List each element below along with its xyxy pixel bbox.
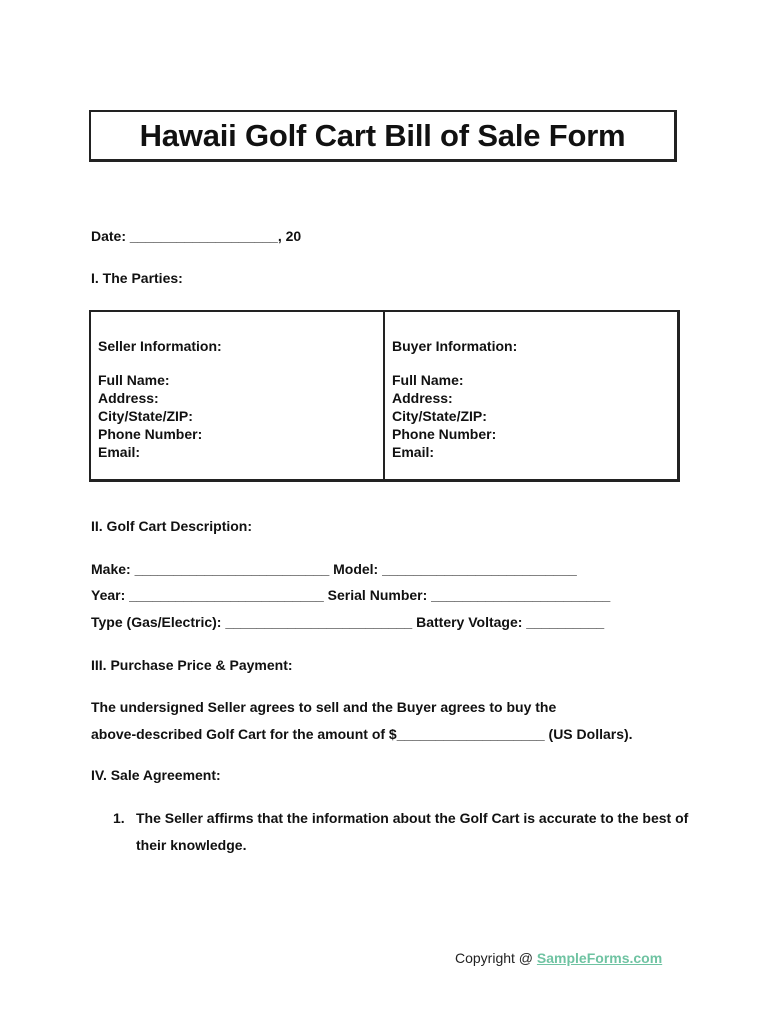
seller-address-label: Address: — [98, 390, 159, 406]
year-serial-line: Year: _________________________ Serial Number: _______________________ — [91, 587, 611, 603]
seller-email-label: Email: — [98, 444, 141, 460]
title-box — [89, 110, 677, 162]
list-number: 1. — [113, 810, 125, 826]
brand-link[interactable]: SampleForms.com — [536, 950, 663, 966]
price-text-line-2: above-described Golf Cart for the amount of $___________________ (US Dollars). — [91, 726, 633, 742]
section-parties-heading: I. The Parties: — [91, 270, 183, 286]
copyright-text: Copyright @ — [455, 950, 537, 966]
seller-full-name-label: Full Name: — [98, 372, 170, 388]
section-agreement-heading: IV. Sale Agreement: — [91, 767, 221, 783]
buyer-email-label: Email: — [392, 444, 435, 460]
date-line: Date: ___________________, 20 — [91, 228, 302, 244]
copyright-footer — [455, 950, 662, 966]
buyer-address-label: Address: — [392, 390, 453, 406]
buyer-city-label: City/State/ZIP: — [392, 408, 487, 424]
seller-header: Seller Information: — [98, 338, 222, 354]
list-text: The Seller affirms that the information about the Golf Cart is accurate to the best of their knowledge. — [136, 810, 689, 853]
form-title: Hawaii Golf Cart Bill of Sale Form — [139, 117, 626, 153]
buyer-phone-label: Phone Number: — [392, 426, 497, 442]
parties-table — [89, 310, 680, 482]
buyer-header: Buyer Information: — [392, 338, 518, 354]
buyer-info-cell — [385, 312, 677, 479]
make-model-line: Make: _________________________ Model: _________________________ — [91, 561, 577, 577]
seller-info-cell — [91, 312, 385, 479]
buyer-full-name-label: Full Name: — [392, 372, 464, 388]
seller-city-label: City/State/ZIP: — [98, 408, 193, 424]
seller-phone-label: Phone Number: — [98, 426, 203, 442]
section-price-heading: III. Purchase Price & Payment: — [91, 657, 293, 673]
price-text-line-1: The undersigned Seller agrees to sell and the Buyer agrees to buy the — [91, 699, 557, 715]
section-description-heading: II. Golf Cart Description: — [91, 518, 253, 534]
type-battery-line: Type (Gas/Electric): ________________________ Battery Voltage: __________ — [91, 614, 605, 630]
